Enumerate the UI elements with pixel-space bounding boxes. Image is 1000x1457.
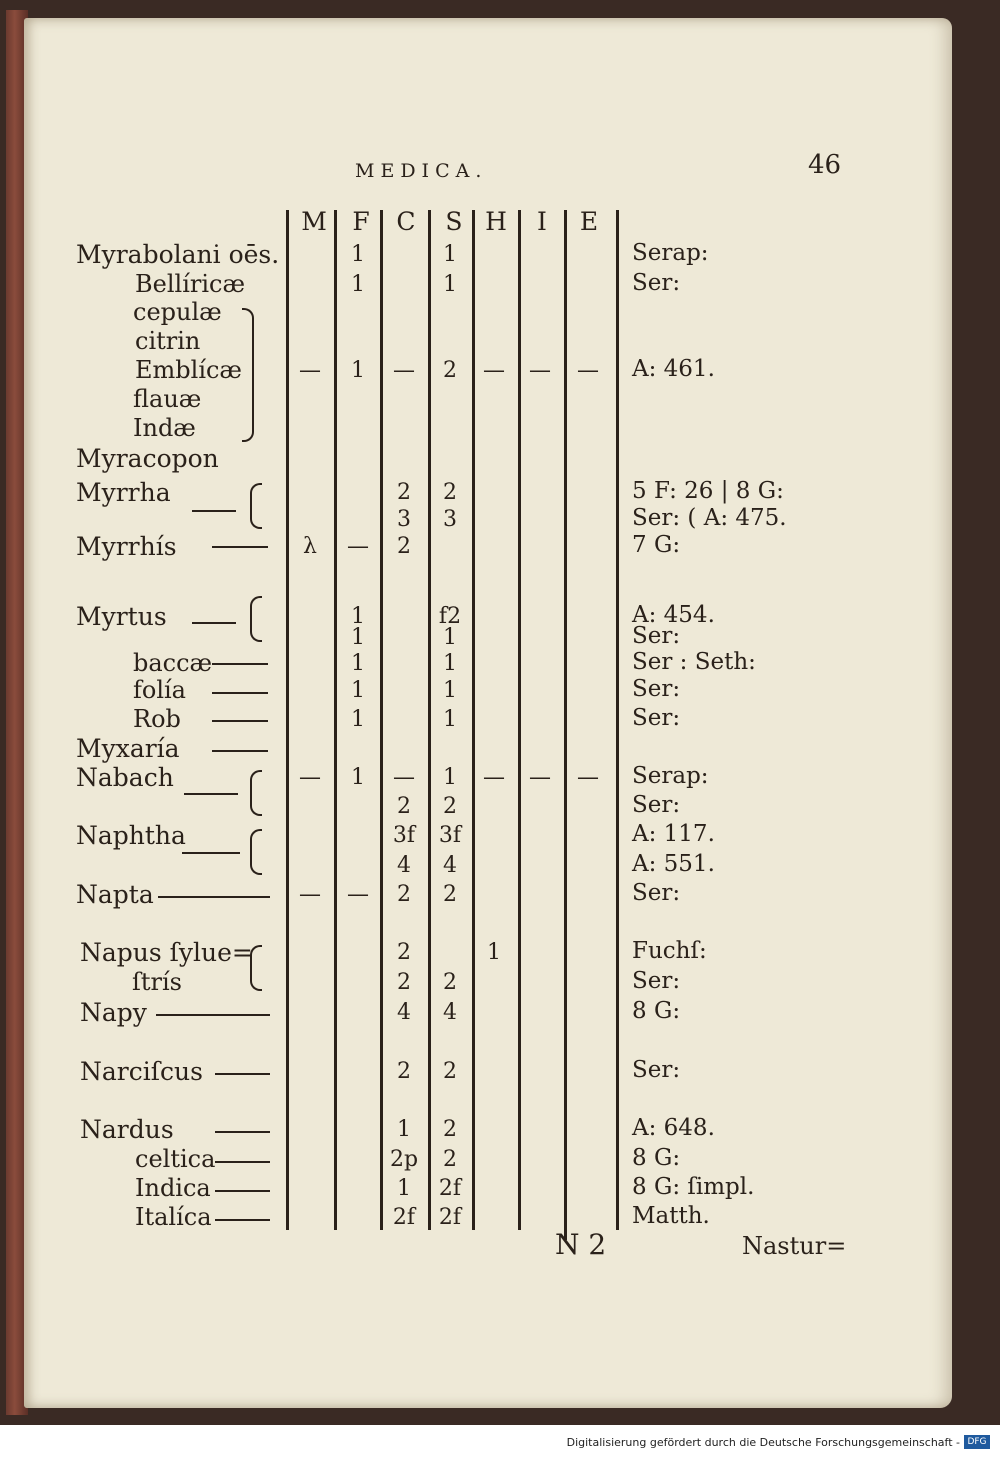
- column-header-e: E: [579, 207, 599, 236]
- entry-name: Naphtha: [76, 821, 186, 850]
- running-head: MEDICA.: [355, 160, 488, 182]
- cell-h: 1: [487, 940, 501, 965]
- cell-s: 2: [443, 794, 457, 819]
- cell-i: —: [529, 358, 551, 383]
- cell-c: 2f: [392, 1205, 416, 1230]
- entry-reference: Serap:: [632, 763, 709, 789]
- entry-name: Italíca: [135, 1203, 212, 1231]
- cell-s: f2: [438, 604, 462, 629]
- entry-name: baccæ: [133, 649, 213, 677]
- entry-name: Indæ: [133, 414, 196, 442]
- cell-c: 1: [397, 1176, 411, 1201]
- cell-c: 2: [397, 940, 411, 965]
- cell-f: 1: [351, 625, 365, 650]
- cell-s: 3f: [438, 823, 462, 848]
- leader-dash: [215, 1161, 270, 1163]
- cell-s: 2: [443, 1059, 457, 1084]
- digitization-credit: Digitalisierung gefördert durch die Deutsche Forschungsgemeinschaft -: [566, 1436, 960, 1449]
- cell-h: —: [483, 358, 505, 383]
- leader-dash: [192, 510, 236, 512]
- entry-reference: Ser:: [632, 968, 681, 994]
- leader-dash: [212, 663, 268, 665]
- leader-dash: [182, 852, 240, 854]
- cell-s: 2: [443, 1147, 457, 1172]
- brace: [250, 770, 262, 816]
- entry-name: Myrrhís: [76, 532, 177, 561]
- cell-f: —: [347, 882, 369, 907]
- entry-name: Napus ſylue=: [80, 938, 253, 967]
- signature-mark: N 2: [555, 1228, 607, 1261]
- entry-name: celtica: [135, 1145, 216, 1173]
- cell-c: 2p: [389, 1147, 419, 1172]
- cell-s: 1: [443, 242, 457, 267]
- cell-s: 1: [443, 625, 457, 650]
- entry-reference: Ser:: [632, 792, 681, 818]
- cell-e: —: [577, 358, 599, 383]
- entry-reference: A: 648.: [632, 1115, 715, 1141]
- cell-m: λ: [303, 534, 317, 559]
- cell-f: 1: [351, 651, 365, 676]
- entry-reference: 8 G: ſimpl.: [632, 1174, 755, 1200]
- cell-s: 1: [443, 707, 457, 732]
- leader-dash: [184, 793, 238, 795]
- entry-reference: Ser:: [632, 270, 681, 296]
- brace: [250, 596, 262, 642]
- entry-reference: Serap:: [632, 240, 709, 266]
- cell-c: —: [393, 358, 415, 383]
- entry-reference: Ser: ( A: 475.: [632, 505, 787, 531]
- cell-s: 4: [443, 1000, 457, 1025]
- entry-reference: Ser:: [632, 1057, 681, 1083]
- entry-name: flauæ: [133, 385, 202, 413]
- cell-m: —: [299, 358, 321, 383]
- cell-f: 1: [351, 765, 365, 790]
- entry-reference: Ser:: [632, 705, 681, 731]
- leader-dash: [215, 1219, 270, 1221]
- dfg-logo: DFG: [964, 1435, 990, 1449]
- brace: [250, 483, 262, 529]
- cell-s: 4: [443, 853, 457, 878]
- cell-i: —: [529, 765, 551, 790]
- cell-s: 3: [443, 507, 457, 532]
- cell-s: 1: [443, 765, 457, 790]
- column-rule: [472, 210, 475, 1230]
- cell-c: 2: [397, 1059, 411, 1084]
- cell-c: 3f: [392, 823, 416, 848]
- cell-s: 2: [443, 358, 457, 383]
- cell-f: 1: [351, 242, 365, 267]
- cell-s: 2: [443, 970, 457, 995]
- entry-name: folía: [133, 676, 186, 704]
- cell-s: 1: [443, 651, 457, 676]
- cell-s: 2f: [438, 1176, 462, 1201]
- entry-name: Bellíricæ: [135, 270, 246, 298]
- entry-reference: Ser:: [632, 880, 681, 906]
- cell-c: 1: [397, 1117, 411, 1142]
- leader-dash: [212, 720, 268, 722]
- cell-f: 1: [351, 272, 365, 297]
- leader-dash: [192, 622, 236, 624]
- entry-name: Napy: [80, 998, 147, 1027]
- entry-reference: Ser:: [632, 676, 681, 702]
- column-rule: [334, 210, 337, 1230]
- cell-f: 1: [351, 604, 365, 629]
- entry-name: Nardus: [80, 1115, 174, 1144]
- entry-name: ſtrís: [132, 968, 182, 996]
- entry-name: Myxaría: [76, 734, 180, 763]
- column-rule: [428, 210, 431, 1230]
- entry-reference: 8 G:: [632, 1145, 681, 1171]
- leader-dash: [215, 1073, 270, 1075]
- entry-name: Indica: [135, 1174, 211, 1202]
- column-header-s: S: [445, 207, 463, 236]
- entry-name: cepulæ: [133, 298, 222, 326]
- cell-f: 1: [351, 358, 365, 383]
- entry-name: Emblícæ: [135, 356, 242, 384]
- column-rule: [286, 210, 289, 1230]
- entry-name: Myrabolani oēs.: [76, 240, 280, 269]
- cell-c: 2: [397, 882, 411, 907]
- cell-s: 1: [443, 678, 457, 703]
- leader-dash: [212, 692, 268, 694]
- column-rule: [380, 210, 383, 1230]
- column-rule: [564, 210, 567, 1240]
- entry-name: Myrtus: [76, 602, 167, 631]
- cell-s: 2f: [438, 1205, 462, 1230]
- entry-name: Rob: [133, 705, 181, 733]
- entry-reference: A: 117.: [632, 821, 715, 847]
- column-header-i: I: [537, 207, 547, 236]
- cell-h: —: [483, 765, 505, 790]
- column-header-c: C: [396, 207, 416, 236]
- entry-name: Nabach: [76, 763, 174, 792]
- entry-name: Myrrha: [76, 478, 171, 507]
- leader-dash: [212, 546, 268, 548]
- entry-reference: Matth.: [632, 1203, 710, 1229]
- cell-c: 2: [397, 970, 411, 995]
- entry-reference: 7 G:: [632, 532, 681, 558]
- cell-e: —: [577, 765, 599, 790]
- entry-reference: A: 461.: [632, 356, 715, 382]
- cell-s: 1: [443, 272, 457, 297]
- catchword: Nastur=: [742, 1232, 847, 1260]
- cell-m: —: [299, 882, 321, 907]
- cell-f: 1: [351, 678, 365, 703]
- column-header-h: H: [485, 207, 507, 236]
- entry-reference: 8 G:: [632, 998, 681, 1024]
- entry-reference: Ser : Seth:: [632, 649, 756, 675]
- brace: [242, 308, 254, 442]
- cell-c: 2: [397, 480, 411, 505]
- cell-m: —: [299, 765, 321, 790]
- entry-reference: Fuchſ:: [632, 938, 707, 964]
- leader-dash: [215, 1190, 270, 1192]
- column-header-f: F: [352, 207, 370, 236]
- brace: [250, 945, 262, 991]
- leader-dash: [215, 1131, 270, 1133]
- cell-c: 2: [397, 534, 411, 559]
- entry-reference: A: 454.: [632, 602, 715, 628]
- cell-c: 3: [397, 507, 411, 532]
- cell-s: 2: [443, 480, 457, 505]
- entry-name: Myracopon: [76, 444, 219, 473]
- cell-f: —: [347, 534, 369, 559]
- entry-reference: 5 F: 26 | 8 G:: [632, 478, 784, 504]
- cell-c: 2: [397, 794, 411, 819]
- cell-c: 4: [397, 853, 411, 878]
- entry-name: Napta: [76, 880, 154, 909]
- cell-s: 2: [443, 1117, 457, 1142]
- cell-f: 1: [351, 707, 365, 732]
- cell-s: 2: [443, 882, 457, 907]
- brace: [250, 829, 262, 875]
- entry-reference: Ser:: [632, 623, 681, 649]
- column-header-m: M: [301, 207, 327, 236]
- cell-c: 4: [397, 1000, 411, 1025]
- column-rule: [518, 210, 521, 1230]
- leader-dash: [158, 896, 270, 898]
- leader-dash: [212, 750, 268, 752]
- leader-dash: [156, 1014, 270, 1016]
- column-rule: [616, 210, 619, 1230]
- entry-reference: A: 551.: [632, 851, 715, 877]
- page-number: 46: [808, 150, 842, 180]
- cell-c: —: [393, 765, 415, 790]
- entry-name: citrin: [135, 327, 201, 355]
- entry-name: Narciſcus: [80, 1057, 203, 1086]
